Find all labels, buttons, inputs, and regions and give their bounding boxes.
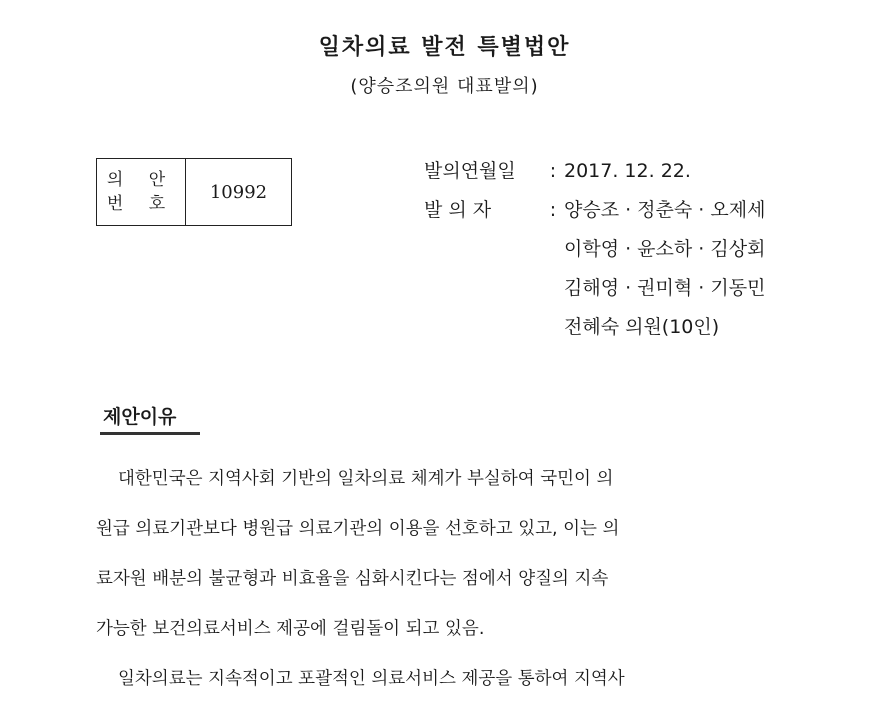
document-subtitle: (양승조의원 대표발의) [350, 76, 539, 97]
body-line: 원급 의료기관보다 병원급 의료기관의 이용을 선호하고 있고, 이는 의 [96, 519, 620, 539]
date-value: 2017. 12. 22. [564, 160, 691, 182]
proposer-line: 이학영 · 윤소하 · 김상회 [564, 238, 766, 260]
bill-number-label [97, 159, 186, 225]
proposer-row [424, 191, 765, 347]
proposer-line: 양승조 · 정춘숙 · 오제세 [564, 199, 766, 221]
date-row [424, 152, 765, 191]
proposer-line: 김해영 · 권미혁 · 기동민 [564, 277, 766, 299]
bill-number-box [96, 158, 292, 226]
section-heading: 제안이유 [103, 406, 177, 428]
proposer-label: 발 의 자 [424, 199, 492, 221]
bill-label-line1: 의 안 [106, 170, 176, 190]
bill-number-value: 10992 [209, 181, 268, 203]
date-colon: : [549, 160, 557, 182]
bill-label-line2: 번 호 [106, 194, 176, 214]
proposer-colon: : [549, 199, 557, 221]
proposer-list [564, 191, 765, 347]
body-line: 료자원 배분의 불균형과 비효율을 심화시킨다는 점에서 양질의 지속 [96, 569, 609, 589]
section-underline [100, 432, 200, 435]
body-line: 일차의료는 지속적이고 포괄적인 의료서비스 제공을 통하여 지역사 [118, 669, 625, 689]
section-body [96, 454, 796, 704]
proposer-line: 전혜숙 의원(10인) [564, 316, 720, 338]
body-line: 가능한 보건의료서비스 제공에 걸림돌이 되고 있음. [96, 619, 485, 639]
body-line: 대한민국은 지역사회 기반의 일차의료 체계가 부실하여 국민이 의 [118, 469, 614, 489]
bill-metadata [424, 152, 765, 347]
date-label: 발의연월일 [424, 160, 516, 182]
document-title: 일차의료 발전 특별법안 [318, 35, 571, 60]
